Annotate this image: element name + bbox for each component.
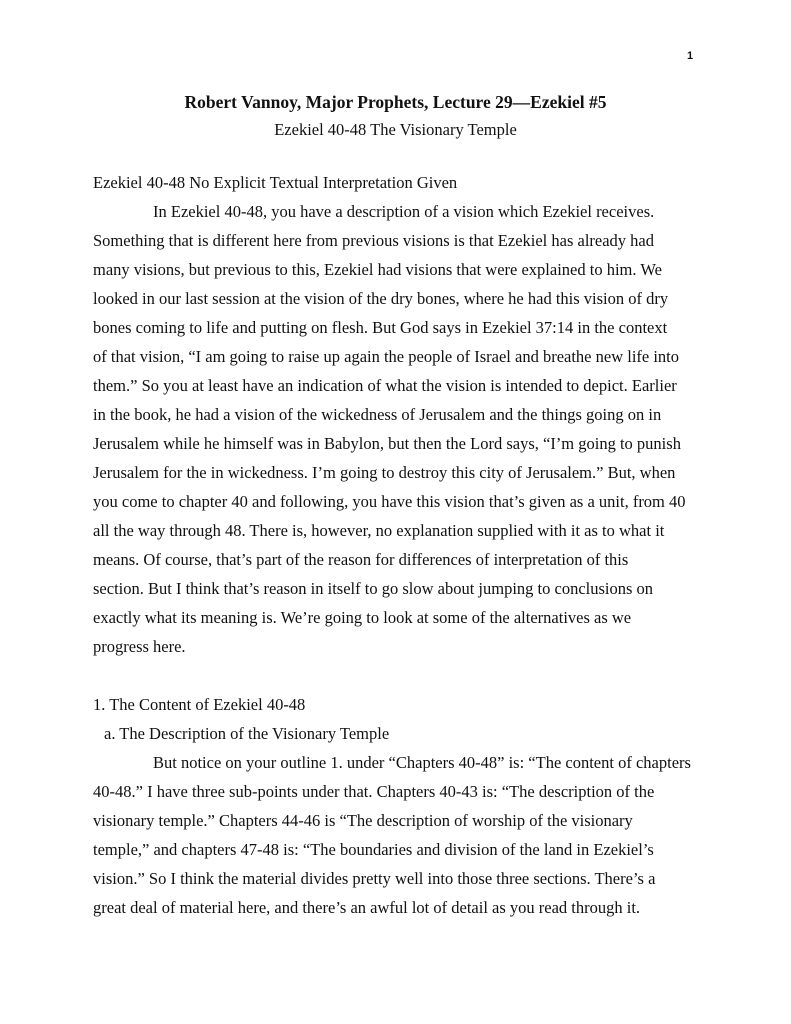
paragraph-line: great deal of material here, and there’s an awful lot of detail as you read through it. — [93, 898, 641, 917]
paragraph-line: 40-48.” I have three sub-points under that. Chapters 40-43 is: “The description of the — [93, 782, 655, 801]
paragraph-line: many visions, but previous to this, Ezekiel had visions that were explained to him. We — [93, 260, 662, 279]
paragraph-line: you come to chapter 40 and following, you have this vision that’s given as a unit, from 40 — [93, 492, 686, 511]
outline-subheading: a. The Description of the Visionary Temple — [104, 724, 390, 743]
page-number: 1 — [687, 50, 694, 62]
paragraph-line: visionary temple.” Chapters 44-46 is “The description of worship of the visionary — [93, 811, 633, 830]
paragraph-line: them.” So you at least have an indication of what the vision is intended to depict. Earlier — [93, 376, 677, 395]
paragraph-line: in the book, he had a vision of the wickedness of Jerusalem and the things going on in — [93, 405, 662, 424]
paragraph-line: temple,” and chapters 47-48 is: “The boundaries and division of the land in Ezekiel’s — [93, 840, 654, 859]
paragraph-line: looked in our last session at the vision of the dry bones, where he had this vision of dry — [93, 289, 669, 308]
paragraph-line: all the way through 48. There is, however, no explanation supplied with it as to what it — [93, 521, 665, 540]
paragraph-line: vision.” So I think the material divides pretty well into those three sections. There’s a — [93, 869, 656, 888]
paragraph-line: Jerusalem while he himself was in Babylon, but then the Lord says, “I’m going to punish — [93, 434, 681, 453]
paragraph-line: Something that is different here from previous visions is that Ezekiel has already had — [93, 231, 655, 250]
outline-heading: 1. The Content of Ezekiel 40-48 — [93, 695, 306, 714]
paragraph-line: But notice on your outline 1. under “Chapters 40-48” is: “The content of chapters — [153, 753, 691, 772]
paragraph-line: of that vision, “I am going to raise up again the people of Israel and breathe new life into — [93, 347, 680, 366]
section-heading: Ezekiel 40-48 No Explicit Textual Interpretation Given — [93, 173, 458, 192]
paragraph-line: exactly what its meaning is. We’re going to look at some of the alternatives as we — [93, 608, 632, 627]
paragraph-line: section. But I think that’s reason in itself to go slow about jumping to conclusions on — [93, 579, 654, 598]
paragraph-line: bones coming to life and putting on flesh. But God says in Ezekiel 37:14 in the context — [93, 318, 668, 337]
document-subtitle: Ezekiel 40-48 The Visionary Temple — [274, 120, 517, 139]
paragraph-line: In Ezekiel 40-48, you have a description of a vision which Ezekiel receives. — [153, 202, 655, 221]
paragraph-line: Jerusalem for the in wickedness. I’m going to destroy this city of Jerusalem.” But, when — [93, 463, 676, 482]
document-title: Robert Vannoy, Major Prophets, Lecture 29—Ezekiel #5 — [184, 92, 607, 112]
paragraph-line: means. Of course, that’s part of the reason for differences of interpretation of this — [93, 550, 629, 569]
paragraph-line: progress here. — [93, 637, 186, 656]
